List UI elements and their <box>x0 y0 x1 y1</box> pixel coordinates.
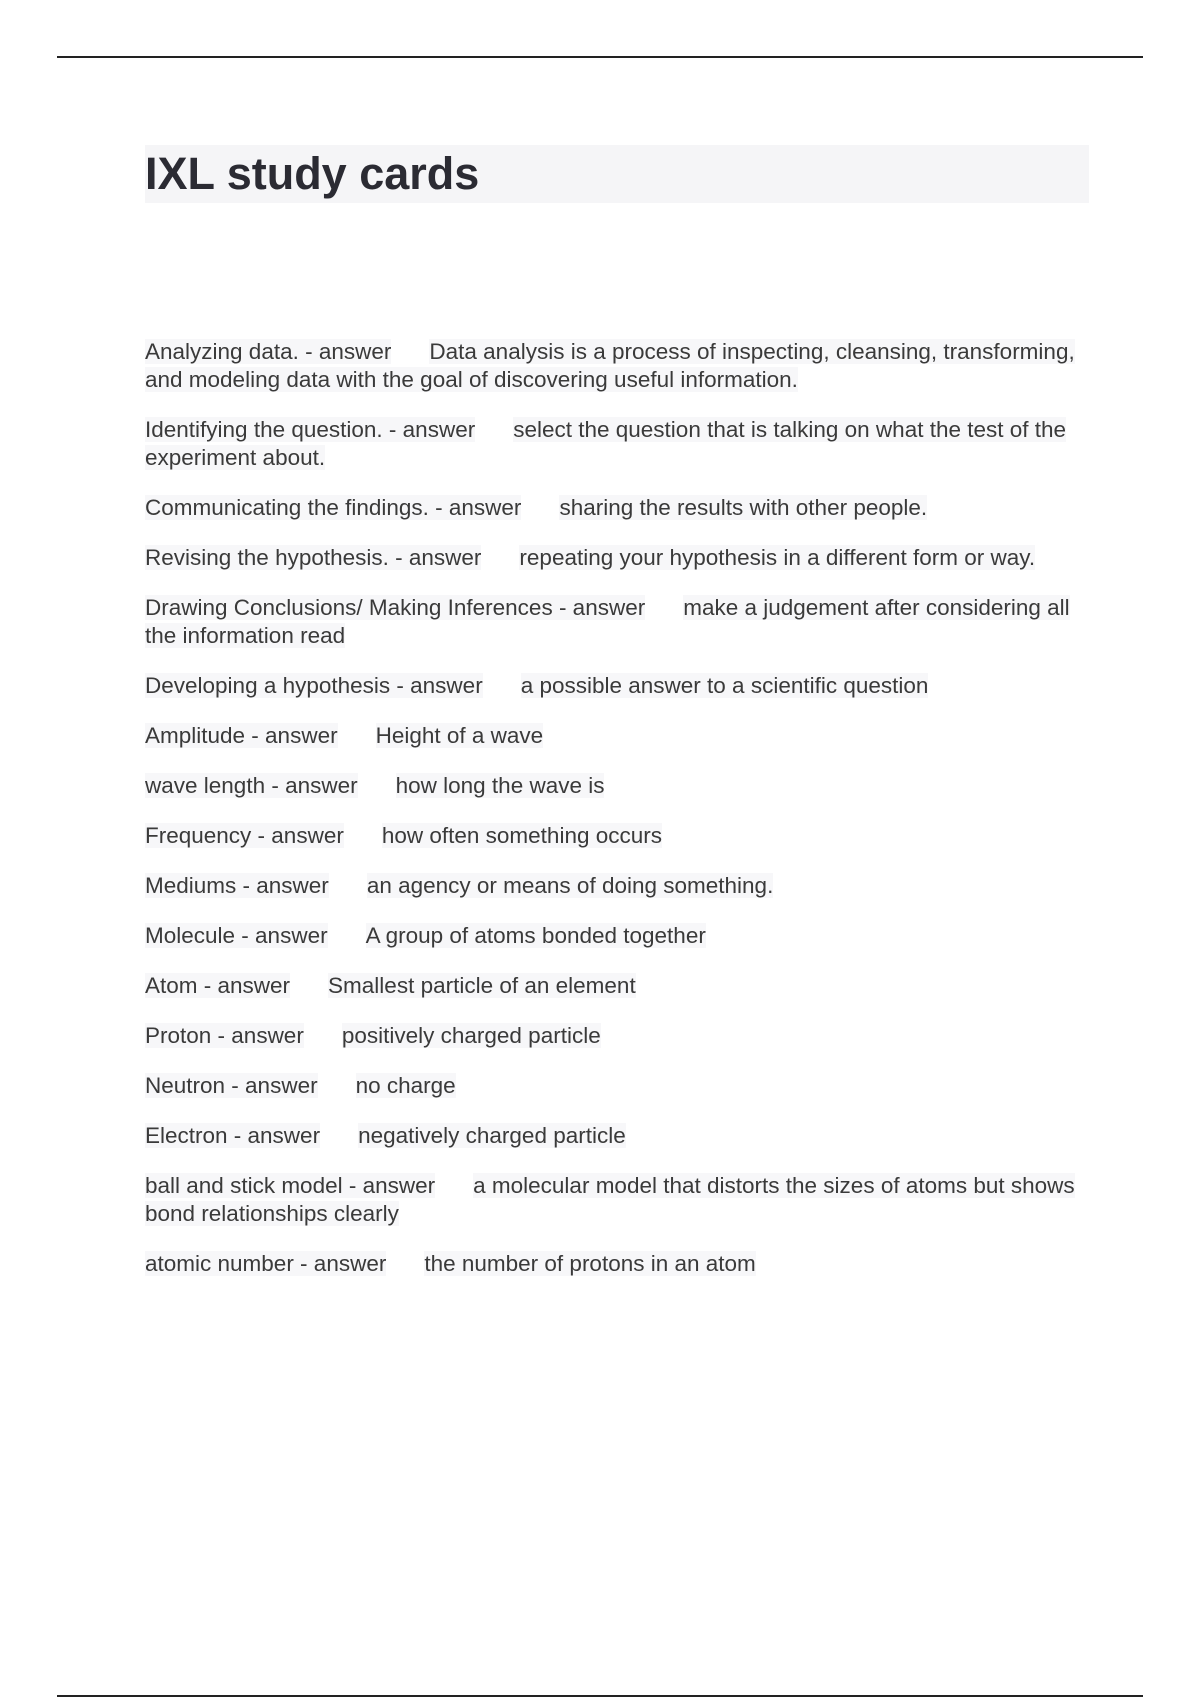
card-term: Frequency - answer <box>145 823 344 848</box>
study-card-list <box>145 338 1090 1300</box>
card-term: Neutron - answer <box>145 1073 318 1098</box>
study-card <box>145 972 1090 1000</box>
card-definition: how long the wave is <box>395 773 605 798</box>
card-definition: make a judgement after considering all the information read <box>145 595 1070 648</box>
card-definition: select the question that is talking on what the test of the experiment about. <box>145 417 1067 470</box>
card-definition: no charge <box>355 1073 456 1098</box>
study-card <box>145 416 1090 472</box>
study-card <box>145 544 1090 572</box>
study-card <box>145 494 1090 522</box>
card-term: Analyzing data. - answer <box>145 339 392 364</box>
card-definition: A group of atoms bonded together <box>365 923 706 948</box>
study-card <box>145 722 1090 750</box>
study-card <box>145 1072 1090 1100</box>
card-term: Communicating the findings. - answer <box>145 495 522 520</box>
card-definition: positively charged particle <box>341 1023 601 1048</box>
page-title: IXL study cards <box>145 148 480 199</box>
study-card <box>145 1172 1090 1228</box>
card-definition: repeating your hypothesis in a different form or way. <box>519 545 1036 570</box>
study-card <box>145 822 1090 850</box>
card-term: Proton - answer <box>145 1023 304 1048</box>
card-term: Atom - answer <box>145 973 291 998</box>
card-term: Revising the hypothesis. - answer <box>145 545 482 570</box>
card-definition: sharing the results with other people. <box>559 495 928 520</box>
study-card <box>145 1022 1090 1050</box>
card-term: Molecule - answer <box>145 923 328 948</box>
card-term: Developing a hypothesis - answer <box>145 673 483 698</box>
card-definition: negatively charged particle <box>358 1123 626 1148</box>
study-card <box>145 1122 1090 1150</box>
card-definition: an agency or means of doing something. <box>366 873 774 898</box>
card-definition: Height of a wave <box>375 723 544 748</box>
study-card <box>145 872 1090 900</box>
card-term: Drawing Conclusions/ Making Inferences - answer <box>145 595 646 620</box>
card-definition: Data analysis is a process of inspecting, cleansing, transforming, and modeling data with the goal of discovering useful information. <box>145 339 1075 392</box>
card-definition: a possible answer to a scientific question <box>520 673 929 698</box>
card-term: wave length - answer <box>145 773 358 798</box>
study-card <box>145 1250 1090 1278</box>
card-term: Amplitude - answer <box>145 723 338 748</box>
card-term: Electron - answer <box>145 1123 321 1148</box>
study-card <box>145 672 1090 700</box>
card-term: atomic number - answer <box>145 1251 387 1276</box>
card-term: ball and stick model - answer <box>145 1173 436 1198</box>
card-term: Identifying the question. - answer <box>145 417 476 442</box>
study-card <box>145 594 1090 650</box>
card-definition: the number of protons in an atom <box>424 1251 756 1276</box>
bottom-rule <box>57 1695 1143 1697</box>
study-card <box>145 338 1090 394</box>
top-rule <box>57 56 1143 58</box>
card-term: Mediums - answer <box>145 873 329 898</box>
card-definition: how often something occurs <box>381 823 662 848</box>
card-definition: a molecular model that distorts the sizes of atoms but shows bond relationships clearly <box>145 1173 1075 1226</box>
study-card <box>145 772 1090 800</box>
study-card <box>145 922 1090 950</box>
card-definition: Smallest particle of an element <box>328 973 636 998</box>
